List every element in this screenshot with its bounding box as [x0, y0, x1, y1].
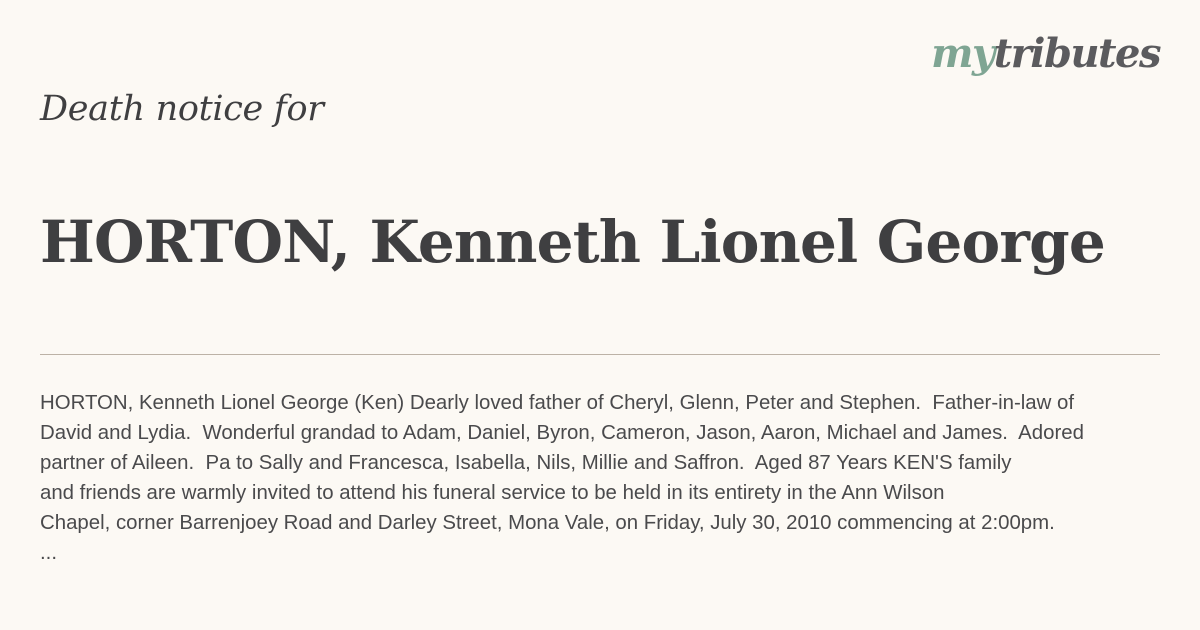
logo-tributes-text: tributes	[993, 30, 1160, 77]
notice-kicker: Death notice for	[40, 89, 324, 129]
notice-line: David and Lydia. Wonderful grandad to Adam, Daniel, Byron, Cameron, Jason, Aaron, Michael and James. Adored	[40, 422, 1084, 444]
deceased-name: HORTON, Kenneth Lionel George	[40, 208, 1106, 276]
notice-line: partner of Aileen. Pa to Sally and Francesca, Isabella, Nils, Millie and Saffron. Aged 87 Years KEN'S family	[40, 452, 1012, 474]
logo-my-text: my	[931, 30, 994, 77]
notice-line: and friends are warmly invited to attend his funeral service to be held in its entirety in the Ann Wilson	[40, 482, 945, 504]
notice-body	[40, 388, 1185, 568]
notice-line: HORTON, Kenneth Lionel George (Ken) Dearly loved father of Cheryl, Glenn, Peter and Stephen. Father-in-law of	[40, 392, 1075, 414]
divider	[40, 354, 1160, 355]
notice-line: Chapel, corner Barrenjoey Road and Darley Street, Mona Vale, on Friday, July 30, 2010 commencing at 2:00pm.	[40, 512, 1055, 534]
notice-ellipsis: ...	[40, 542, 57, 564]
mytributes-logo[interactable]	[931, 30, 1160, 77]
